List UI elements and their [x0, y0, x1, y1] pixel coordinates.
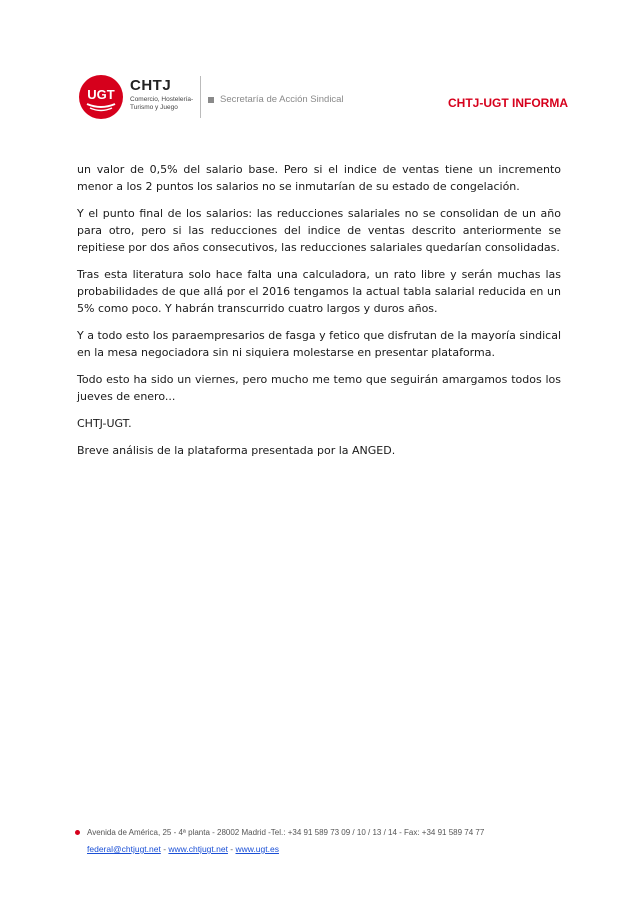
paragraph: Todo esto ha sido un viernes, pero mucho me temo que seguirán amargamos todos los jueves de enero...	[77, 373, 561, 403]
ugt-link[interactable]: www.ugt.es	[235, 844, 279, 854]
ugt-logo-icon	[78, 74, 124, 120]
chtjugt-link[interactable]: www.chtjugt.net	[168, 844, 228, 854]
logo-text: UGT	[87, 87, 115, 102]
org-block	[130, 78, 200, 112]
page-footer	[75, 828, 575, 854]
paragraph: un valor de 0,5% del salario base. Pero si el indice de ventas tiene un incremento menor a los 2 puntos los salarios no se inmutarían de su estado de congelación.	[77, 163, 561, 193]
link-separator: -	[160, 844, 169, 854]
paragraph: Tras esta literatura solo hace falta una calculadora, un rato libre y serán muchas las probabilidades de que allá por el 2016 tengamos la actual tabla salarial reducida en un 5% como poco. Y habrán transcurrido cuatro largos y duros años.	[77, 268, 561, 315]
header-divider	[200, 76, 201, 118]
footer-address: Avenida de América, 25 - 4ª planta - 28002 Madrid -Tel.: +34 91 589 73 09 / 10 / 13 / 14 - Fax: +34 91 589 74 77	[87, 828, 485, 837]
secretaria-label	[208, 94, 344, 105]
bullet-icon	[75, 830, 80, 835]
body-text	[77, 161, 561, 469]
secretaria-text: Secretaría de Acción Sindical	[220, 94, 344, 105]
org-subtitle: Comercio, Hostelería-Turismo y Juego	[130, 96, 194, 111]
paragraph: Y el punto final de los salarios: las reducciones salariales no se consolidan de un año para otro, pero si las reducciones del indice de ventas descrito anteriormente se repitiese por dos años consecutivos, las reducciones salariales quedarían consolidadas.	[77, 207, 561, 254]
informa-title: CHTJ-UGT INFORMA	[448, 96, 568, 110]
page-header	[78, 74, 568, 122]
paragraph: Breve análisis de la plataforma presentada por la ANGED.	[77, 444, 396, 457]
paragraph: Y a todo esto los paraempresarios de fasga y fetico que disfrutan de la mayoría sindical en la mesa negociadora sin ni siquiera molestarse en presentar plataforma.	[77, 329, 561, 359]
link-separator: -	[227, 844, 236, 854]
signature: CHTJ-UGT.	[77, 417, 132, 430]
footer-address-row	[75, 828, 575, 837]
email-link[interactable]: federal@chtjugt.net	[87, 844, 161, 854]
square-bullet-icon	[208, 97, 214, 103]
org-name: CHTJ	[130, 77, 172, 94]
footer-links	[87, 844, 575, 854]
